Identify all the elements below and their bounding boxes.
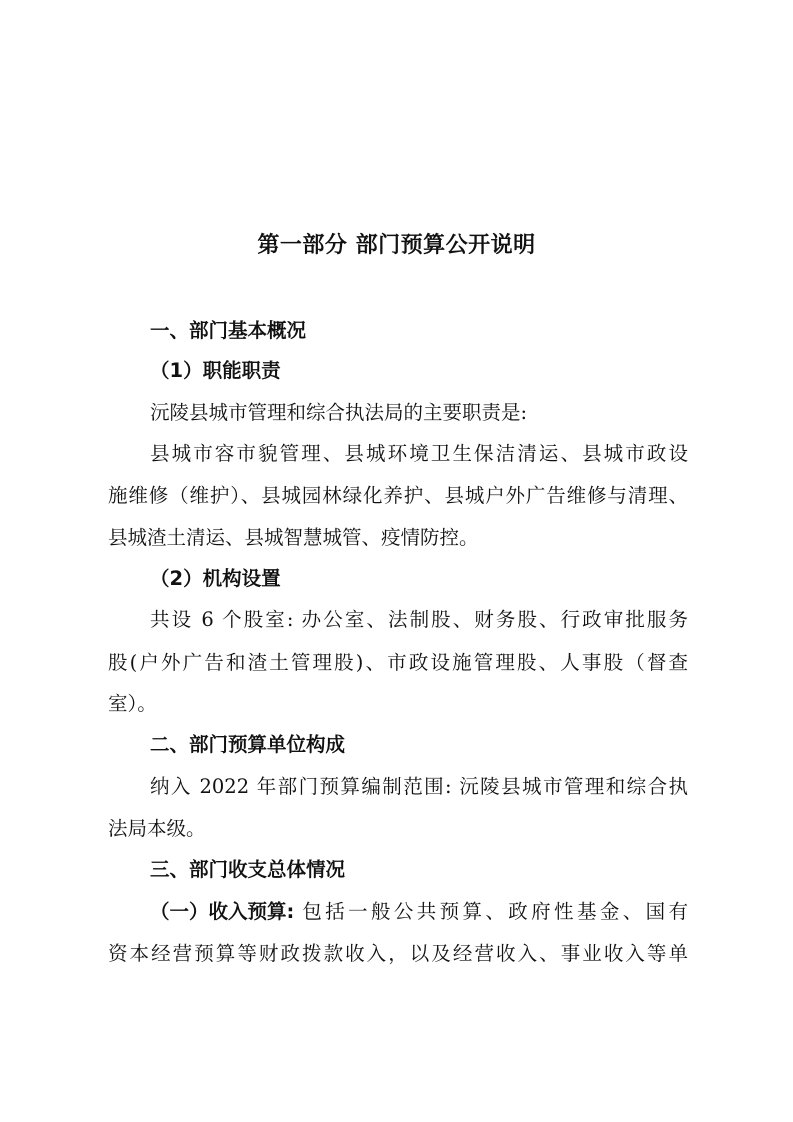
paragraph-line: 股(户外广告和渣土管理股)、市政设施管理股、人事股（督查 bbox=[108, 651, 688, 674]
section-1-heading: 一、部门基本概况 bbox=[150, 319, 307, 342]
income-budget-label: （一）收入预算: bbox=[150, 900, 295, 923]
subsection-1-heading: （1）职能职责 bbox=[150, 359, 281, 382]
paragraph-line: 纳入 2022 年部门预算编制范围: 沅陵县城市管理和综合执 bbox=[150, 775, 688, 798]
section-2-heading: 二、部门预算单位构成 bbox=[150, 733, 346, 756]
paragraph-line: 共设 6 个股室: 办公室、法制股、财务股、行政审批服务 bbox=[150, 608, 688, 631]
paragraph-line: 县城渣土清运、县城智慧城管、疫情防控。 bbox=[108, 526, 479, 549]
paragraph-line: 施维修（维护）、县城园林绿化养护、县城户外广告维修与清理、 bbox=[108, 484, 688, 507]
subsection-2-heading: （2）机构设置 bbox=[150, 567, 281, 590]
paragraph-line: 沅陵县城市管理和综合执法局的主要职责是: bbox=[150, 401, 528, 424]
paragraph-line: 县城市容市貌管理、县城环境卫生保洁清运、县城市政设 bbox=[150, 442, 688, 465]
paragraph-line bbox=[150, 897, 688, 927]
paragraph-line: 法局本级。 bbox=[108, 817, 206, 840]
paragraph-text: 包括一般公共预算、政府性基金、国有 bbox=[302, 900, 688, 923]
section-3-heading: 三、部门收支总体情况 bbox=[150, 858, 346, 881]
page-title: 第一部分 部门预算公开说明 bbox=[257, 233, 536, 258]
paragraph-line: 室）。 bbox=[108, 692, 157, 715]
paragraph-line: 资本经营预算等财政拨款收入，以及经营收入、事业收入等单 bbox=[108, 942, 688, 965]
